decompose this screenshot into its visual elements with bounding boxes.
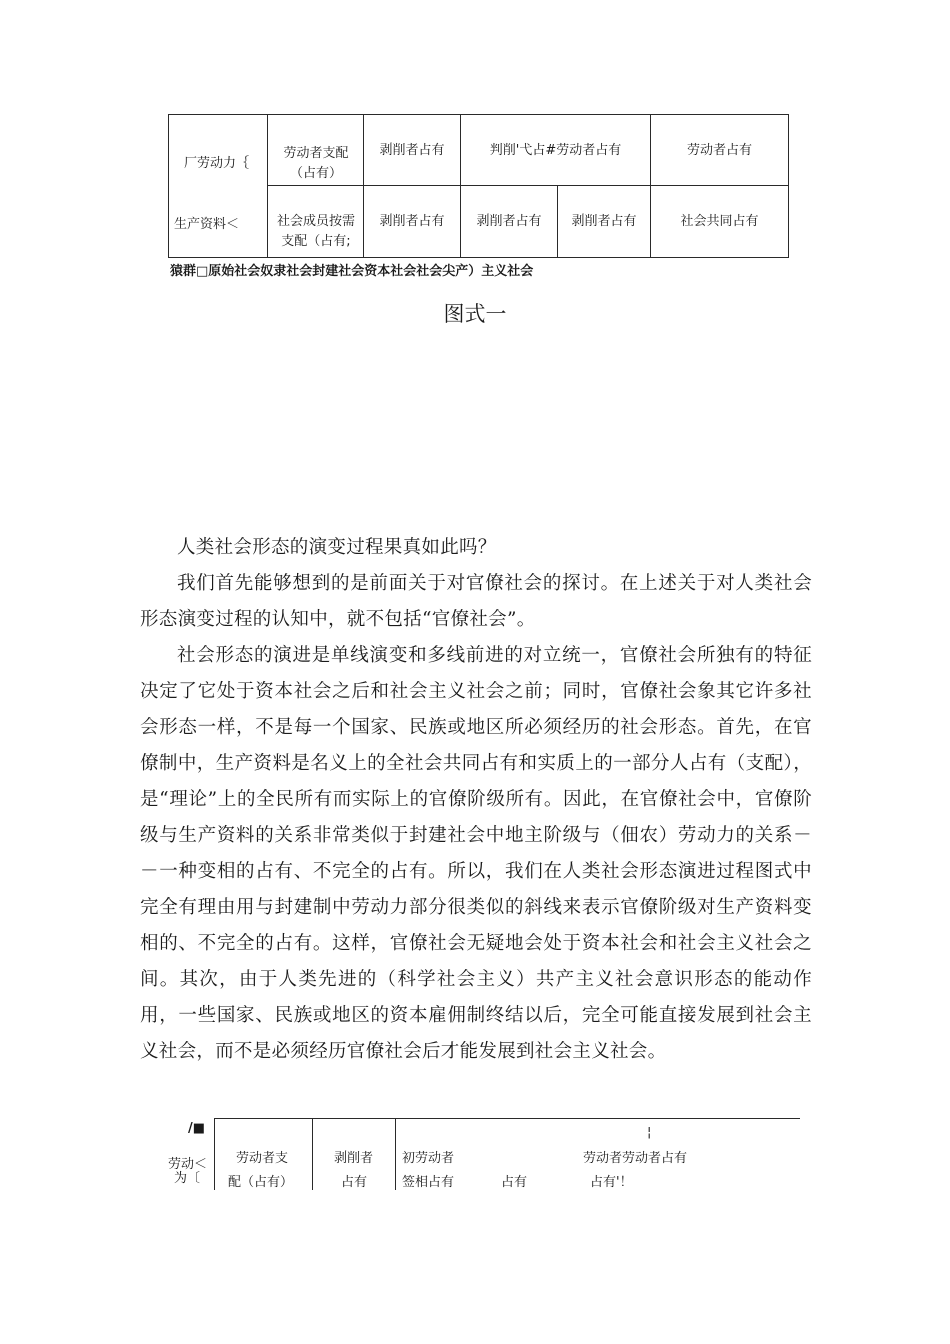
cell-feudal-b: 签相占有 (402, 1175, 455, 1190)
table-col-divider (267, 114, 268, 258)
table-col-divider (650, 114, 651, 258)
labor-cell-primitive: 劳动者支配（占有） (283, 146, 349, 181)
diagram-table-2 (160, 1118, 800, 1198)
table-border-top (214, 1118, 800, 1119)
labor-cell-feudal-capital: 判削'弋占#劳动者占有 (489, 143, 622, 158)
table-border-bottom (168, 257, 789, 258)
question-paragraph: 人类社会形态的演变过程果真如此吗？ (177, 537, 497, 558)
table-col-divider (214, 1118, 215, 1190)
row-label-means: 生产资料＜ (174, 217, 240, 232)
row-label-labor: 劳动＜ (168, 1157, 208, 1172)
stage-caption: 猿群□原始社会奴隶社会封建社会资本社会社会尖产）主义社会 (170, 264, 534, 279)
figure-title: 图式一 (443, 302, 507, 326)
cell-primitive-b: 配（占有） (228, 1175, 294, 1190)
row-label-labor-b: 为〔 (174, 1171, 201, 1186)
means-cell-slave: 剥削者占有 (379, 214, 445, 229)
means-cell-socialist: 社会共同占有 (680, 214, 759, 229)
table-col-divider (312, 1118, 313, 1190)
body-paragraph-1: 我们首先能够想到的是前面关于对官僚社会的探讨。在上述关于对人类社会形态演变过程的认知中，就不包括“官僚社会”。 (140, 573, 812, 630)
means-cell-feudal: 剥削者占有 (476, 214, 542, 229)
tick-mark: ¦ (647, 1125, 652, 1140)
table-border-top (168, 114, 789, 115)
row-label-labor: 厂劳动力｛ (184, 156, 250, 171)
diagram-table-1 (168, 114, 789, 258)
cell-feudal-c: 占有 (501, 1175, 528, 1190)
cell-slave-b: 占有 (341, 1175, 368, 1190)
cell-later-b: 占有'！ (590, 1175, 633, 1190)
labor-cell-slave: 剥削者占有 (379, 143, 445, 158)
table-row-divider (267, 185, 789, 186)
cell-primitive-a: 劳动者支 (236, 1151, 289, 1166)
cell-feudal-a: 初劳动者 (402, 1151, 455, 1166)
mark-top: /■ (188, 1121, 206, 1136)
table-col-divider (460, 114, 461, 258)
cell-later-a: 劳动者劳动者占有 (583, 1151, 688, 1166)
table-border-left (168, 114, 169, 258)
table-col-divider (363, 114, 364, 258)
means-cell-capital: 剥削者占有 (571, 214, 637, 229)
table-border-right (788, 114, 789, 258)
body-paragraph-2: 社会形态的演进是单线演变和多线前进的对立统一，官僚社会所独有的特征决定了它处于资本社会之后和社会主义社会之前；同时，官僚社会象其它许多社会形态一样，不是每一个国家、民族或地区所必须经历的社会形态。首先，在官僚制中，生产资料是名义上的全社会共同占有和实质上的一部分人占有（支配），是“理论”上的全民所有而实际上的官僚阶级所有。因此，在官僚社会中，官僚阶级与生产资料的关系非常类似于封建社会中地主阶级与（佃农）劳动力的关系－－一种变相的占有、不完全的占有。所以，我们在人类社会形态演进过程图式中完全有理由用与封建制中劳动力部分很类似的斜线来表示官僚阶级对生产资料变相的、不完全的占有。这样，官僚社会无疑地会处于资本社会和社会主义社会之间。其次，由于人类先进的（科学社会主义）共产主义社会意识形态的能动作用，一些国家、民族或地区的资本雇佣制终结以后，完全可能直接发展到社会主义社会，而不是必须经历官僚社会后才能发展到社会主义社会。 (140, 645, 812, 1062)
labor-cell-socialist: 劳动者占有 (686, 143, 752, 158)
means-cell-primitive: 社会成员按需支配（占有; (276, 214, 355, 249)
cell-slave-a: 剥削者 (334, 1151, 374, 1166)
table-col-divider (395, 1118, 396, 1190)
